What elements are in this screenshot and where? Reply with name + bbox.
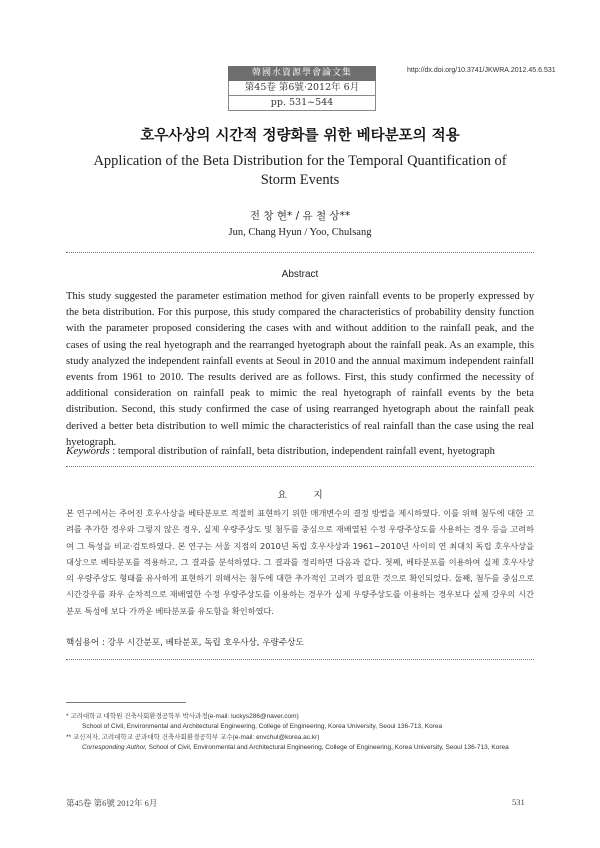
authors-korean: 전 창 현* / 유 철 상** — [249, 210, 351, 222]
page-number: 531 — [512, 797, 525, 807]
paper-title-english-line2: Storm Events — [260, 172, 340, 188]
journal-pages: pp. 531~544 — [228, 96, 376, 111]
paper-title-english — [60, 152, 540, 190]
footnote-2-korean: ** 교신저자, 고려대학교 공과대학 건축사회환경공학부 교수(e-mail: envchul@korea.ac.kr) — [66, 733, 320, 741]
footnote-2-english — [66, 743, 536, 753]
corresponding-author-label: Corresponding Author, — [82, 743, 147, 751]
footer-volume-info: 第45卷 第6號 2012年 6月 — [66, 798, 158, 808]
abstract-heading: Abstract — [281, 269, 319, 280]
doi-link[interactable]: http://dx.doi.org/10.3741/JKWRA.2012.45.6.531 — [407, 67, 556, 74]
footnote-2-affiliation: School of Civil, Environmental and Architectural Engineering, College of Engineering, Korea University, Seoul 136-713, Korea — [146, 743, 509, 751]
separator-dotted — [66, 252, 534, 253]
authors-english: Jun, Chang Hyun / Yoo, Chulsang — [228, 227, 372, 238]
keywords-text: : temporal distribution of rainfall, beta distribution, independent rainfall event, hyetograph — [109, 446, 495, 457]
footnote-1-korean: * 고려대학교 대학원 건축사회환경공학부 박사과정(e-mail: luckys286@naver.com) — [66, 713, 299, 720]
abstract-body: This study suggested the parameter estimation method for given rainfall events to be properly expressed by the beta distribution. For this purpose, this study compared the characteristics of probability density function with the parameter proposed considering the cases with and without addition to the rainfall peak, and the cases of using the real hyetograph and the rearranged hyetograph about the rainfall peak. As an example, this study analyzed the independent rainfall events at Seoul in 2010 and the annual maximum independent rainfall events from 1961 to 2010. The results derived are as follows. First, this study confirmed the necessity of additional consideration on rainfall peak to mimic the real hyetograph of rainfall events by the beta distribution. Second, this study confirmed the case of using rearranged hyetograph about the rainfall peak derived a better beta distribution to well mimic the characteristics of real rainfall than the case using the real hyetograph. — [66, 291, 534, 448]
separator-dotted — [66, 659, 534, 660]
korean-abstract-body: 본 연구에서는 주어진 호우사상을 베타분포로 적절히 표현하기 위한 매개변수의 결정 방법을 제시하였다. 이를 위해 첨두에 대한 고려를 추가한 경우와 그렇지 않은 경우, 실제 우량주상도 및 첨두를 중심으로 재배열된 수정 우량주상도를 사용하는 경우 등을 고려하여 그 특성을 비교·검토하였다. 본 연구는 서울 지점의 2010년 독립 호우사상과 1961~2010년 사이의 연 최대치 독립 호우사상을 대상으로 베타분포를 적용하고, 그 결과를 분석하였다. 그 결과를 정리하면 다음과 같다. 첫째, 베타분포를 이용하여 실제 호우사상의 우량주상도 형태를 유사하게 표현하기 위해서는 첨두에 대한 추가적인 고려가 필요한 것으로 확인되었다. 둘째, 첨두를 중심으로 시간강우를 좌우 순차적으로 재배열한 수정 우량주상도를 이용하는 경우가 실제 우량주상도를 이용하는 경우보다 실제 강우의 시간분포 특성에 보다 가까운 베타분포를 유도함을 확인하였다. — [66, 508, 534, 616]
footnote-rule — [66, 702, 186, 703]
keywords-line — [66, 445, 536, 457]
keywords-label: Keywords — [66, 445, 110, 457]
journal-volume-issue: 第45卷 第6號·2012年 6月 — [228, 81, 376, 96]
korean-abstract-heading: 요 지 — [277, 490, 335, 501]
separator-dotted — [66, 466, 534, 467]
korean-keywords: 핵심용어 : 강우 시간분포, 베타분포, 독립 호우사상, 우량주상도 — [66, 638, 304, 648]
paper-title-english-line1: Application of the Beta Distribution for the Temporal Quantification of — [93, 153, 507, 169]
footnote-1-english: School of Civil, Environmental and Architectural Engineering, College of Engineering, Korea University, Seoul 136-713, Korea — [82, 723, 443, 731]
footnotes — [66, 712, 536, 753]
journal-info-box — [228, 66, 376, 111]
journal-name: 韓國水資源學會論文集 — [228, 66, 376, 81]
paper-title-korean: 호우사상의 시간적 정량화를 위한 베타분포의 적용 — [140, 128, 460, 144]
